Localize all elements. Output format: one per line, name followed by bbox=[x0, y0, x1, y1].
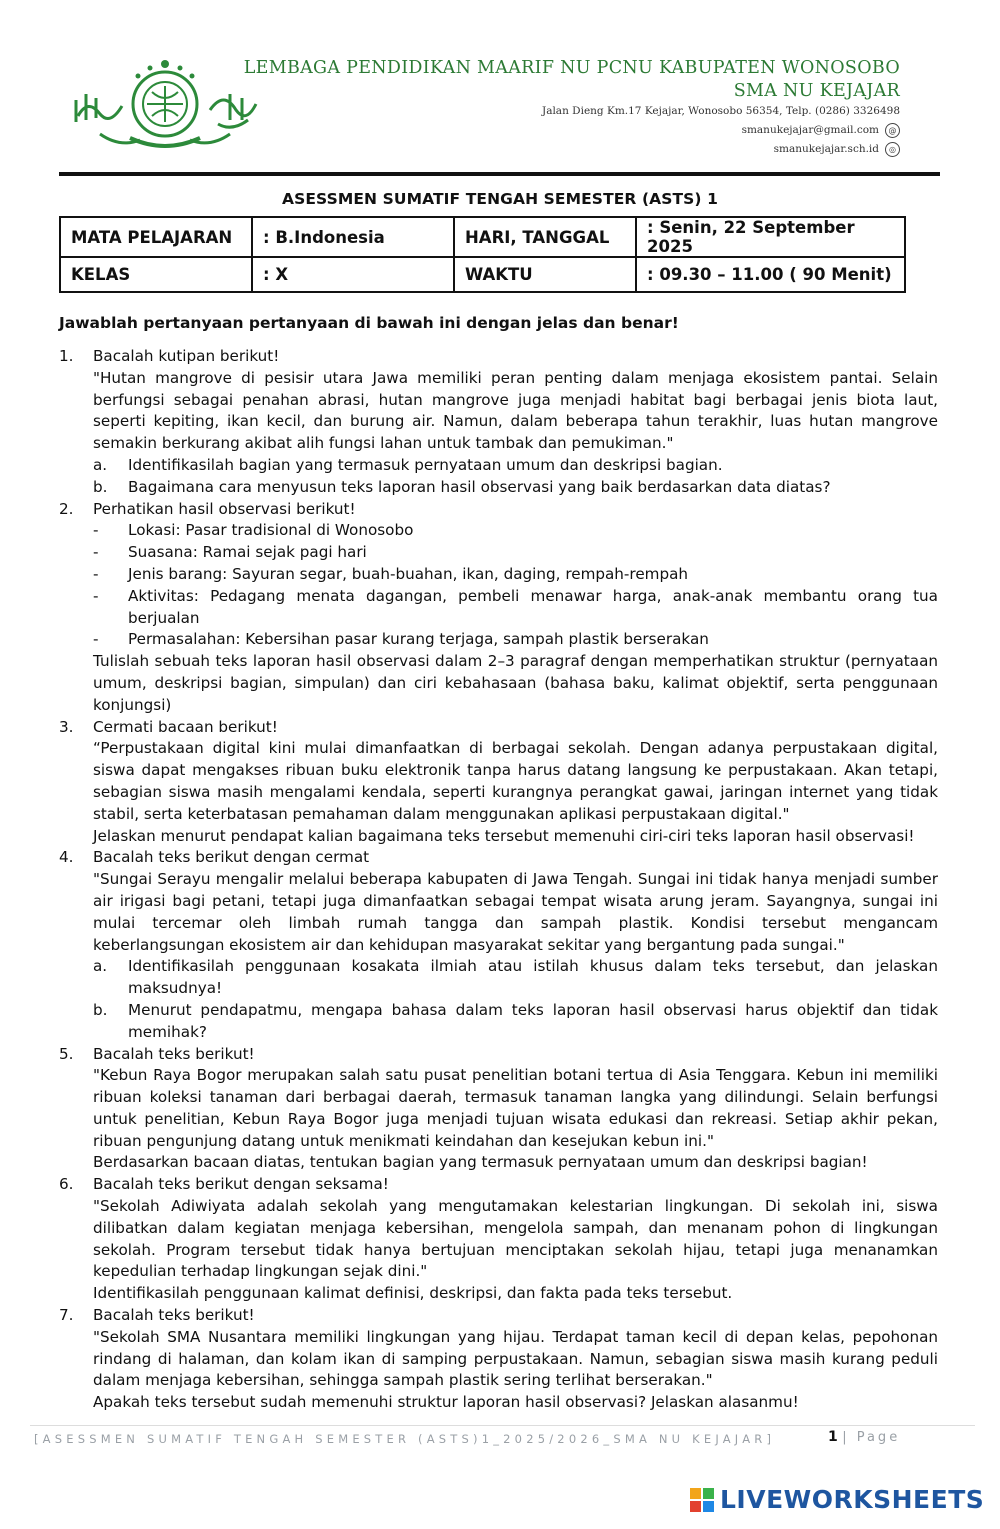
watermark-text: LIVEWORKSHEETS bbox=[720, 1485, 985, 1514]
class-value: : X bbox=[252, 257, 454, 292]
page-number-value: 1 bbox=[828, 1429, 838, 1445]
question-passage: "Sekolah Adiwiyata adalah sekolah yang mengutamakan kelestarian lingkungan. Di sekolah ini, siswa dilibatkan dalam kegiatan menjaga kebersihan, mengelola sampah, dan menanam pohon di lingkungan sekolah. Program tersebut tidak hanya bertujuan menciptakan sekolah hijau, tetapi juga menanamkan kepedulian terhadap lingkungan sejak dini." bbox=[93, 1197, 938, 1281]
question-number: 1. bbox=[59, 347, 74, 365]
question-task: Apakah teks tersebut sudah memenuhi struktur laporan hasil observasi? Jelaskan alasanmu! bbox=[93, 1393, 799, 1412]
question-intro: Bacalah kutipan berikut! bbox=[93, 347, 280, 365]
question-intro: Bacalah teks berikut dengan cermat bbox=[93, 848, 370, 867]
question-number: 2. bbox=[59, 499, 74, 518]
question-passage: "Kebun Raya Bogor merupakan salah satu pusat penelitian botani tertua di Asia Tenggara. Kebun ini memiliki ribuan koleksi tanaman dari berbagai daerah, termasuk tanaman langka yang dilindungi. Selain berfungsi untuk penelitian, Kebun Raya Bogor juga menjadi tujuan wisata edukasi dan rekreasi. Setiap akhir pekan, ribuan pengunjung datang untuk menikmati keindahan dan kesejukan kebun ini." bbox=[93, 1066, 938, 1150]
question-list bbox=[59, 346, 938, 1414]
exam-info-row bbox=[60, 257, 905, 292]
question-number: 6. bbox=[59, 1175, 74, 1194]
class-label: KELAS bbox=[60, 257, 252, 292]
letterhead bbox=[244, 56, 900, 159]
time-label: WAKTU bbox=[454, 257, 636, 292]
question-intro: Cermati bacaan berikut! bbox=[93, 717, 278, 736]
question-number: 3. bbox=[59, 717, 74, 736]
question-intro: Bacalah teks berikut! bbox=[93, 1306, 255, 1325]
sub-question-label: a. bbox=[93, 455, 108, 474]
school-website: smanukejajar.sch.id bbox=[773, 143, 879, 155]
observation-item: - Permasalahan: Kebersihan pasar kurang terjaga, sampah plastik berserakan bbox=[93, 630, 709, 649]
date-value: : Senin, 22 September 2025 bbox=[636, 217, 905, 257]
date-label: HARI, TANGGAL bbox=[454, 217, 636, 257]
question-task: Identifikasilah penggunaan kalimat definisi, deskripsi, dan fakta pada teks tersebut. bbox=[93, 1284, 733, 1303]
question-intro: Bacalah teks berikut! bbox=[93, 1044, 255, 1063]
question-number: 5. bbox=[59, 1044, 74, 1063]
observation-text: Aktivitas: Pedagang menata dagangan, pembeli menawar harga, anak-anak membantu orang tua berjualan bbox=[128, 586, 938, 627]
question-number: 4. bbox=[59, 848, 74, 867]
question-intro: Bacalah teks berikut dengan seksama! bbox=[93, 1175, 389, 1194]
sub-question-b bbox=[93, 1000, 938, 1044]
question-3 bbox=[59, 717, 938, 848]
school-website-line bbox=[244, 140, 900, 159]
sub-question-text: Identifikasilah bagian yang termasuk pernyataan umum dan deskripsi bagian. bbox=[128, 455, 723, 474]
question-passage: "Hutan mangrove di pesisir utara Jawa memiliki peran penting dalam menjaga ekosistem pantai. Selain berfungsi sebagai penahan abrasi, hutan mangrove juga menjadi habitat bagi berbagai jenis biota laut, seperti kepiting, ikan kecil, dan burung air. Namun, dalam beberapa tahun terakhir, luas hutan mangrove semakin berkurang akibat alih fungsi lahan untuk tambak dan pemukiman." bbox=[93, 368, 938, 453]
time-value: : 09.30 – 11.00 ( 90 Menit) bbox=[636, 257, 905, 292]
subject-label: MATA PELAJARAN bbox=[60, 217, 252, 257]
question-passage: “Perpustakaan digital kini mulai dimanfaatkan di berbagai sekolah. Dengan adanya perpustakaan digital, siswa dapat mengakses ribuan buku elektronik tanpa harus datang langsung ke perpustakaan. Akan tetapi, sebagian siswa masih mengalami kendala, seperti kurangnya perangkat gawai, jaringan internet yang tidak stabil, serta keterbatasan pemahaman dalam menggunakan aplikasi perpustakaan digital." bbox=[93, 739, 938, 823]
question-task: Jelaskan menurut pendapat kalian bagaimana teks tersebut memenuhi ciri-ciri teks laporan hasil observasi! bbox=[93, 826, 915, 845]
footer-text: [ASESSMEN SUMATIF TENGAH SEMESTER (ASTS)1_2025/2026_SMA NU KEJAJAR] bbox=[34, 1432, 776, 1446]
question-4 bbox=[59, 847, 938, 1043]
sub-question-b bbox=[93, 477, 938, 499]
footer-divider bbox=[30, 1425, 975, 1426]
observation-text: Jenis barang: Sayuran segar, buah-buahan, ikan, daging, rempah-rempah bbox=[128, 564, 689, 583]
school-name: SMA NU KEJAJAR bbox=[733, 81, 900, 101]
sub-question-a bbox=[93, 956, 938, 1000]
sub-question-label: b. bbox=[93, 1000, 108, 1019]
organization-name: LEMBAGA PENDIDIKAN MAARIF NU PCNU KABUPATEN WONOSOBO bbox=[243, 58, 900, 78]
question-number: 7. bbox=[59, 1306, 74, 1325]
exam-info-row bbox=[60, 217, 905, 257]
liveworksheets-logo-icon bbox=[690, 1488, 714, 1512]
question-5 bbox=[59, 1044, 938, 1175]
subject-value: : B.Indonesia bbox=[252, 217, 454, 257]
question-1 bbox=[59, 346, 938, 499]
sub-question-text: Menurut pendapatmu, mengapa bahasa dalam teks laporan hasil observasi harus objektif dan tidak memihak? bbox=[128, 1000, 938, 1041]
sub-question-label: b. bbox=[93, 477, 108, 496]
exam-title: ASESSMEN SUMATIF TENGAH SEMESTER (ASTS) 1 bbox=[281, 190, 719, 208]
observation-text: Suasana: Ramai sejak pagi hari bbox=[128, 543, 367, 562]
observation-item: - Suasana: Ramai sejak pagi hari bbox=[93, 543, 367, 562]
observation-text: Permasalahan: Kebersihan pasar kurang terjaga, sampah plastik berserakan bbox=[128, 630, 709, 649]
page-number-label: | Page bbox=[842, 1430, 901, 1445]
observation-item: - Lokasi: Pasar tradisional di Wonosobo bbox=[93, 521, 414, 540]
exam-info-table bbox=[59, 216, 906, 293]
question-task: Berdasarkan bacaan diatas, tentukan bagian yang termasuk pernyataan umum dan deskripsi bagian! bbox=[93, 1153, 868, 1172]
observation-item: - Jenis barang: Sayuran segar, buah-buahan, ikan, daging, rempah-rempah bbox=[93, 564, 689, 583]
sub-question-text: Identifikasilah penggunaan kosakata ilmiah atau istilah khusus dalam teks tersebut, dan jelaskan maksudnya! bbox=[128, 957, 938, 998]
liveworksheets-watermark bbox=[690, 1485, 984, 1514]
sub-question-label: a. bbox=[93, 957, 108, 976]
school-email-line bbox=[244, 121, 900, 140]
question-passage: "Sungai Serayu mengalir melalui beberapa kabupaten di Jawa Tengah. Sungai ini tidak hanya menjadi sumber air irigasi bagi petani, tetapi juga dimanfaatkan sebagai tempat wisata arung jeram. Sayangnya, sungai ini mulai tercemar oleh limbah rumah tangga dan sampah plastik. Kondisi tersebut mengancam keberlangsungan ekosistem air dan kehidupan masyarakat sekitar yang bergantung pada sungai." bbox=[93, 870, 938, 954]
question-intro: Perhatikan hasil observasi berikut! bbox=[93, 499, 356, 518]
observation-item: - Aktivitas: Pedagang menata dagangan, pembeli menawar harga, anak-anak membantu orang tua berjualan bbox=[93, 586, 938, 627]
question-task: Tulislah sebuah teks laporan hasil observasi dalam 2–3 paragraf dengan memperhatikan struktur (pernyataan umum, deskripsi bagian, simpulan) dan ciri kebahasaan (bahasa baku, kalimat objektif, serta penggunaan konjungsi) bbox=[93, 652, 938, 714]
question-7 bbox=[59, 1305, 938, 1414]
page-number bbox=[828, 1429, 900, 1445]
question-2 bbox=[59, 499, 938, 717]
observation-text: Lokasi: Pasar tradisional di Wonosobo bbox=[128, 521, 414, 540]
instruction: Jawablah pertanyaan pertanyaan di bawah ini dengan jelas dan benar! bbox=[59, 314, 679, 332]
school-email: smanukejajar@gmail.com bbox=[741, 124, 879, 136]
sub-question-a bbox=[93, 455, 938, 477]
school-logo bbox=[70, 54, 260, 156]
question-6 bbox=[59, 1174, 938, 1305]
question-passage: "Sekolah SMA Nusantara memiliki lingkungan yang hijau. Terdapat taman kecil di depan kelas, pepohonan rindang di halaman, dan kolam ikan di samping perpustakaan. Namun, sebagian siswa masih kurang peduli dalam menjaga kebersihan, sehingga sampah plastik sering terlihat berserakan." bbox=[93, 1327, 938, 1390]
email-icon: @ bbox=[885, 123, 900, 138]
header-divider bbox=[59, 172, 940, 176]
globe-icon: ◎ bbox=[885, 142, 900, 157]
school-address: Jalan Dieng Km.17 Kejajar, Wonosobo 56354, Telp. (0286) 3326498 bbox=[541, 105, 900, 117]
sub-question-text: Bagaimana cara menyusun teks laporan hasil observasi yang baik berdasarkan data diatas? bbox=[128, 477, 831, 496]
